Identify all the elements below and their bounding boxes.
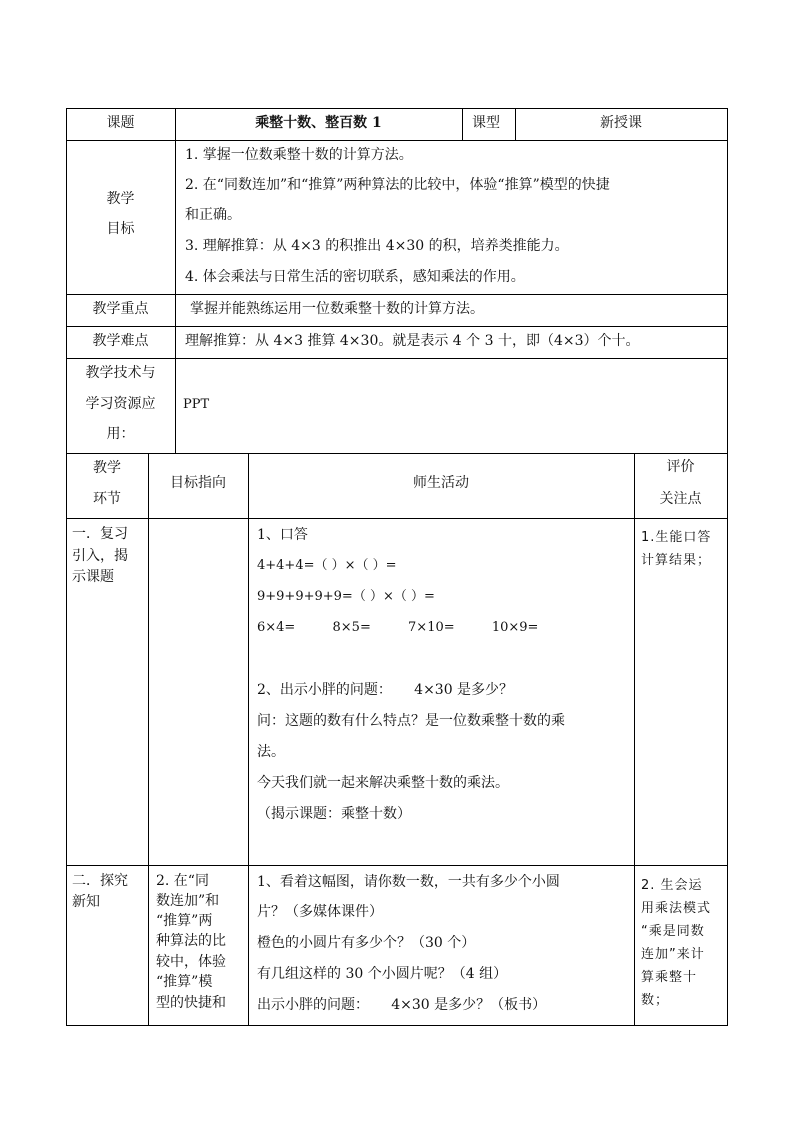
row1-stage-line3: 示课题 [72, 569, 114, 585]
goal-item-4: 4. 体会乘法与日常生活的密切联系，感知乘法的作用。 [185, 269, 525, 285]
type-label: 课型 [472, 115, 500, 131]
resources-label-line2: 学习资源应 [85, 396, 156, 412]
row2-eval-line3: “乘是同数 [641, 924, 705, 939]
row1-activity-line7: 问：这题的数有什么特点？是一位数乘整十数的乘 [257, 713, 565, 729]
row2-target-line4: 种算法的比 [156, 933, 226, 949]
row1-stage-line2: 引入，揭 [72, 548, 128, 564]
row2-activity-line3: 橙色的小圆片有多少个？（30 个） [257, 935, 476, 951]
row2-target-line2: 数连加”和 [156, 893, 220, 909]
goal-item-1: 1. 掌握一位数乘整十数的计算方法。 [185, 147, 413, 163]
row2-target-line1: 2. 在“同 [156, 873, 209, 889]
resources-value: PPT [183, 397, 210, 412]
key-point-value: 掌握并能熟练运用一位数乘整十数的计算方法。 [190, 301, 484, 317]
col-eval-line1: 评价 [666, 459, 695, 475]
row1-activity-line3: 9+9+9+9+9=（ ）×（ ）= [257, 589, 435, 604]
row2-eval-line2: 用乘法模式 [641, 901, 712, 916]
row2-eval-line4: 连加”来计 [641, 947, 705, 962]
col-eval-line2: 关注点 [659, 491, 702, 507]
row1-activity-line10: （揭示课题：乘整十数） [257, 806, 411, 822]
goal-item-2-cont: 和正确。 [185, 207, 241, 223]
row2-target-line5: 较中，体验 [156, 954, 226, 970]
key-point-label: 教学重点 [92, 301, 149, 317]
row1-activity-line4: 6×4= 8×5= 7×10= 10×9= [257, 620, 539, 635]
row2-eval-line1: 2. 生会运 [641, 878, 703, 893]
row2-target-line7: 型的快捷和 [156, 995, 226, 1011]
row2-eval-line5: 算乘整十 [641, 970, 698, 985]
type-value: 新授课 [600, 115, 642, 131]
row2-stage-line2: 新知 [72, 894, 100, 910]
col-target: 目标指向 [170, 475, 226, 491]
resources-label-line3: 用： [106, 426, 135, 442]
row1-eval-line1: 1.生能口答 [641, 530, 712, 545]
goals-label-line2: 目标 [106, 221, 135, 237]
row2-target-line6: “推算”模 [156, 974, 213, 990]
col-activity: 师生活动 [413, 475, 469, 491]
difficulty-label: 教学难点 [92, 333, 149, 349]
row1-activity-line1: 1、口答 [257, 527, 308, 543]
row1-eval-line2: 计算结果； [641, 553, 712, 568]
row2-activity-line4: 有几组这样的 30 个小圆片呢？（4 组） [257, 966, 508, 982]
row2-activity-line2: 片？（多媒体课件） [257, 904, 383, 920]
topic-value: 乘整十数、整百数 1 [255, 115, 382, 131]
goal-item-2: 2. 在“同数连加”和“推算”两种算法的比较中，体验“推算”模型的快捷 [185, 177, 610, 193]
row1-stage-line1: 一．复习 [72, 526, 128, 542]
row1-activity-line8: 法。 [257, 744, 285, 760]
row2-stage-line1: 二．探究 [72, 873, 128, 889]
row2-activity-line5: 出示小胖的问题： 4×30 是多少？（板书） [257, 997, 547, 1013]
col-stage-line1: 教学 [93, 460, 121, 476]
topic-label: 课题 [106, 115, 135, 131]
difficulty-value: 理解推算：从 4×3 推算 4×30。就是表示 4 个 3 十，即（4×3）个十。 [185, 333, 640, 349]
row2-target-line3: “推算”两 [156, 913, 213, 929]
resources-label-line1: 教学技术与 [85, 365, 156, 381]
col-stage-line2: 环节 [93, 491, 121, 507]
goal-item-3: 3. 理解推算：从 4×3 的积推出 4×30 的积，培养类推能力。 [185, 238, 569, 254]
row2-eval-line6: 数； [641, 993, 670, 1008]
row1-activity-line9: 今天我们就一起来解决乘整十数的乘法。 [257, 775, 509, 791]
row2-activity-line1: 1、看着这幅图，请你数一数，一共有多少个小圆 [257, 874, 560, 890]
row1-activity-line2: 4+4+4=（ ）×（ ）= [257, 558, 397, 573]
row1-activity-line6: 2、出示小胖的问题： 4×30 是多少？ [257, 682, 514, 698]
goals-label-line1: 教学 [106, 191, 135, 207]
